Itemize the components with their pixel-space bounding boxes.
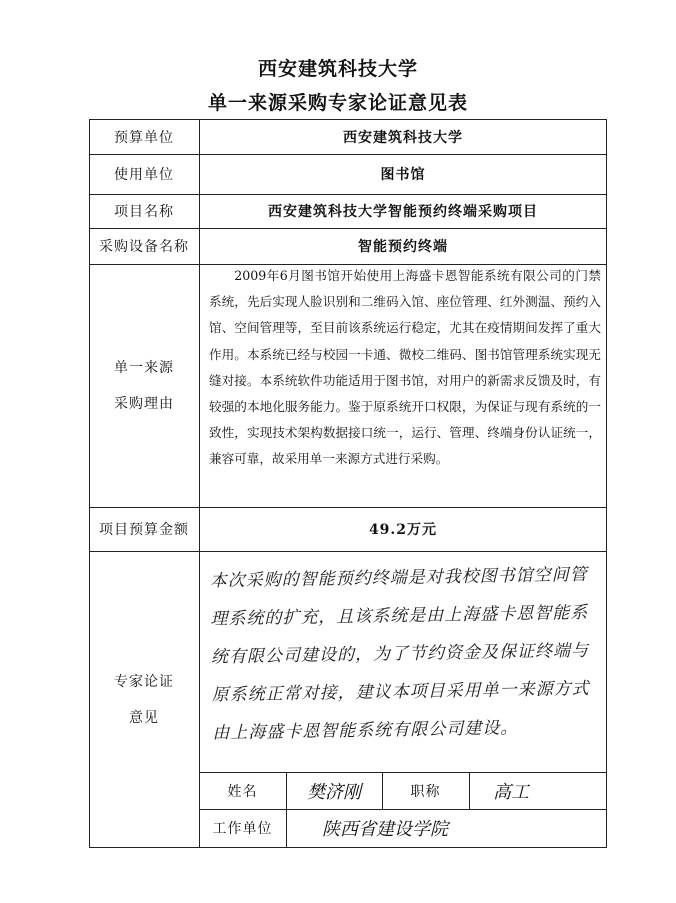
budget-amount-value: 49.2万元	[368, 522, 438, 538]
university-title: 西安建筑科技大学	[257, 58, 418, 80]
name-label: 姓名	[227, 783, 258, 800]
budget-unit-value: 西安建筑科技大学	[343, 129, 463, 146]
expert-opinion-label	[89, 551, 199, 848]
budget-unit-label: 预算单位	[114, 129, 174, 146]
project-name-label: 项目名称	[114, 204, 174, 220]
title-value: 高工	[493, 781, 529, 803]
workplace-value: 陕西省建设学院	[322, 819, 448, 840]
form-title: 单一来源采购专家论证意见表	[207, 92, 468, 114]
reason-label	[89, 264, 199, 507]
project-name-value: 西安建筑科技大学智能预约终端采购项目	[268, 204, 538, 220]
budget-amount-label: 项目预算金额	[99, 522, 189, 538]
user-unit-value: 图书馆	[380, 167, 426, 183]
equipment-name-label: 采购设备名称	[99, 239, 189, 255]
workplace-label: 工作单位	[212, 821, 273, 837]
reason-label-line1: 单一来源	[114, 359, 174, 376]
title-label: 职称	[410, 783, 441, 800]
expert-opinion-handwritten-text: 本次采购的智能预约终端是对我校图书馆空间管理系统的扩充，且该系统是由上海盛卡恩智能系统有限公司建设的，为了节约资金及保证终端与原系统正常对接，建议本项目采用单一来源方式由上海盛卡恩智能系统有限公司建设。	[209, 564, 590, 744]
equipment-name-value: 智能预约终端	[358, 239, 448, 255]
reason-text: 2009年6月图书馆开始使用上海盛卡恩智能系统有限公司的门禁系统，先后实现人脸识别和二维码入馆、座位管理、红外测温、预约入馆、空间管理等，至目前该系统运行稳定，尤其在疫情期间发挥了重大作用。本系统已经与校园一卡通、微校二维码、图书馆管理系统实现无缝对接。本系统软件功能适用于图书馆，对用户的新需求反馈及时，有较强的本地化服务能力。鉴于原系统开口权限，为保证与现有系统的一致性，实现技术架构数据接口统一，运行、管理、终端身份认证统一，兼容可靠，故采用单一来源方式进行采购。	[209, 268, 601, 467]
opinion-form-table	[89, 119, 607, 848]
name-signature: 樊济刚	[307, 781, 361, 803]
expert-opinion-label-line2: 意见	[129, 709, 159, 726]
reason-label-line2: 采购理由	[114, 395, 174, 412]
expert-opinion-label-line1: 专家论证	[114, 673, 174, 690]
user-unit-label: 使用单位	[114, 167, 174, 183]
